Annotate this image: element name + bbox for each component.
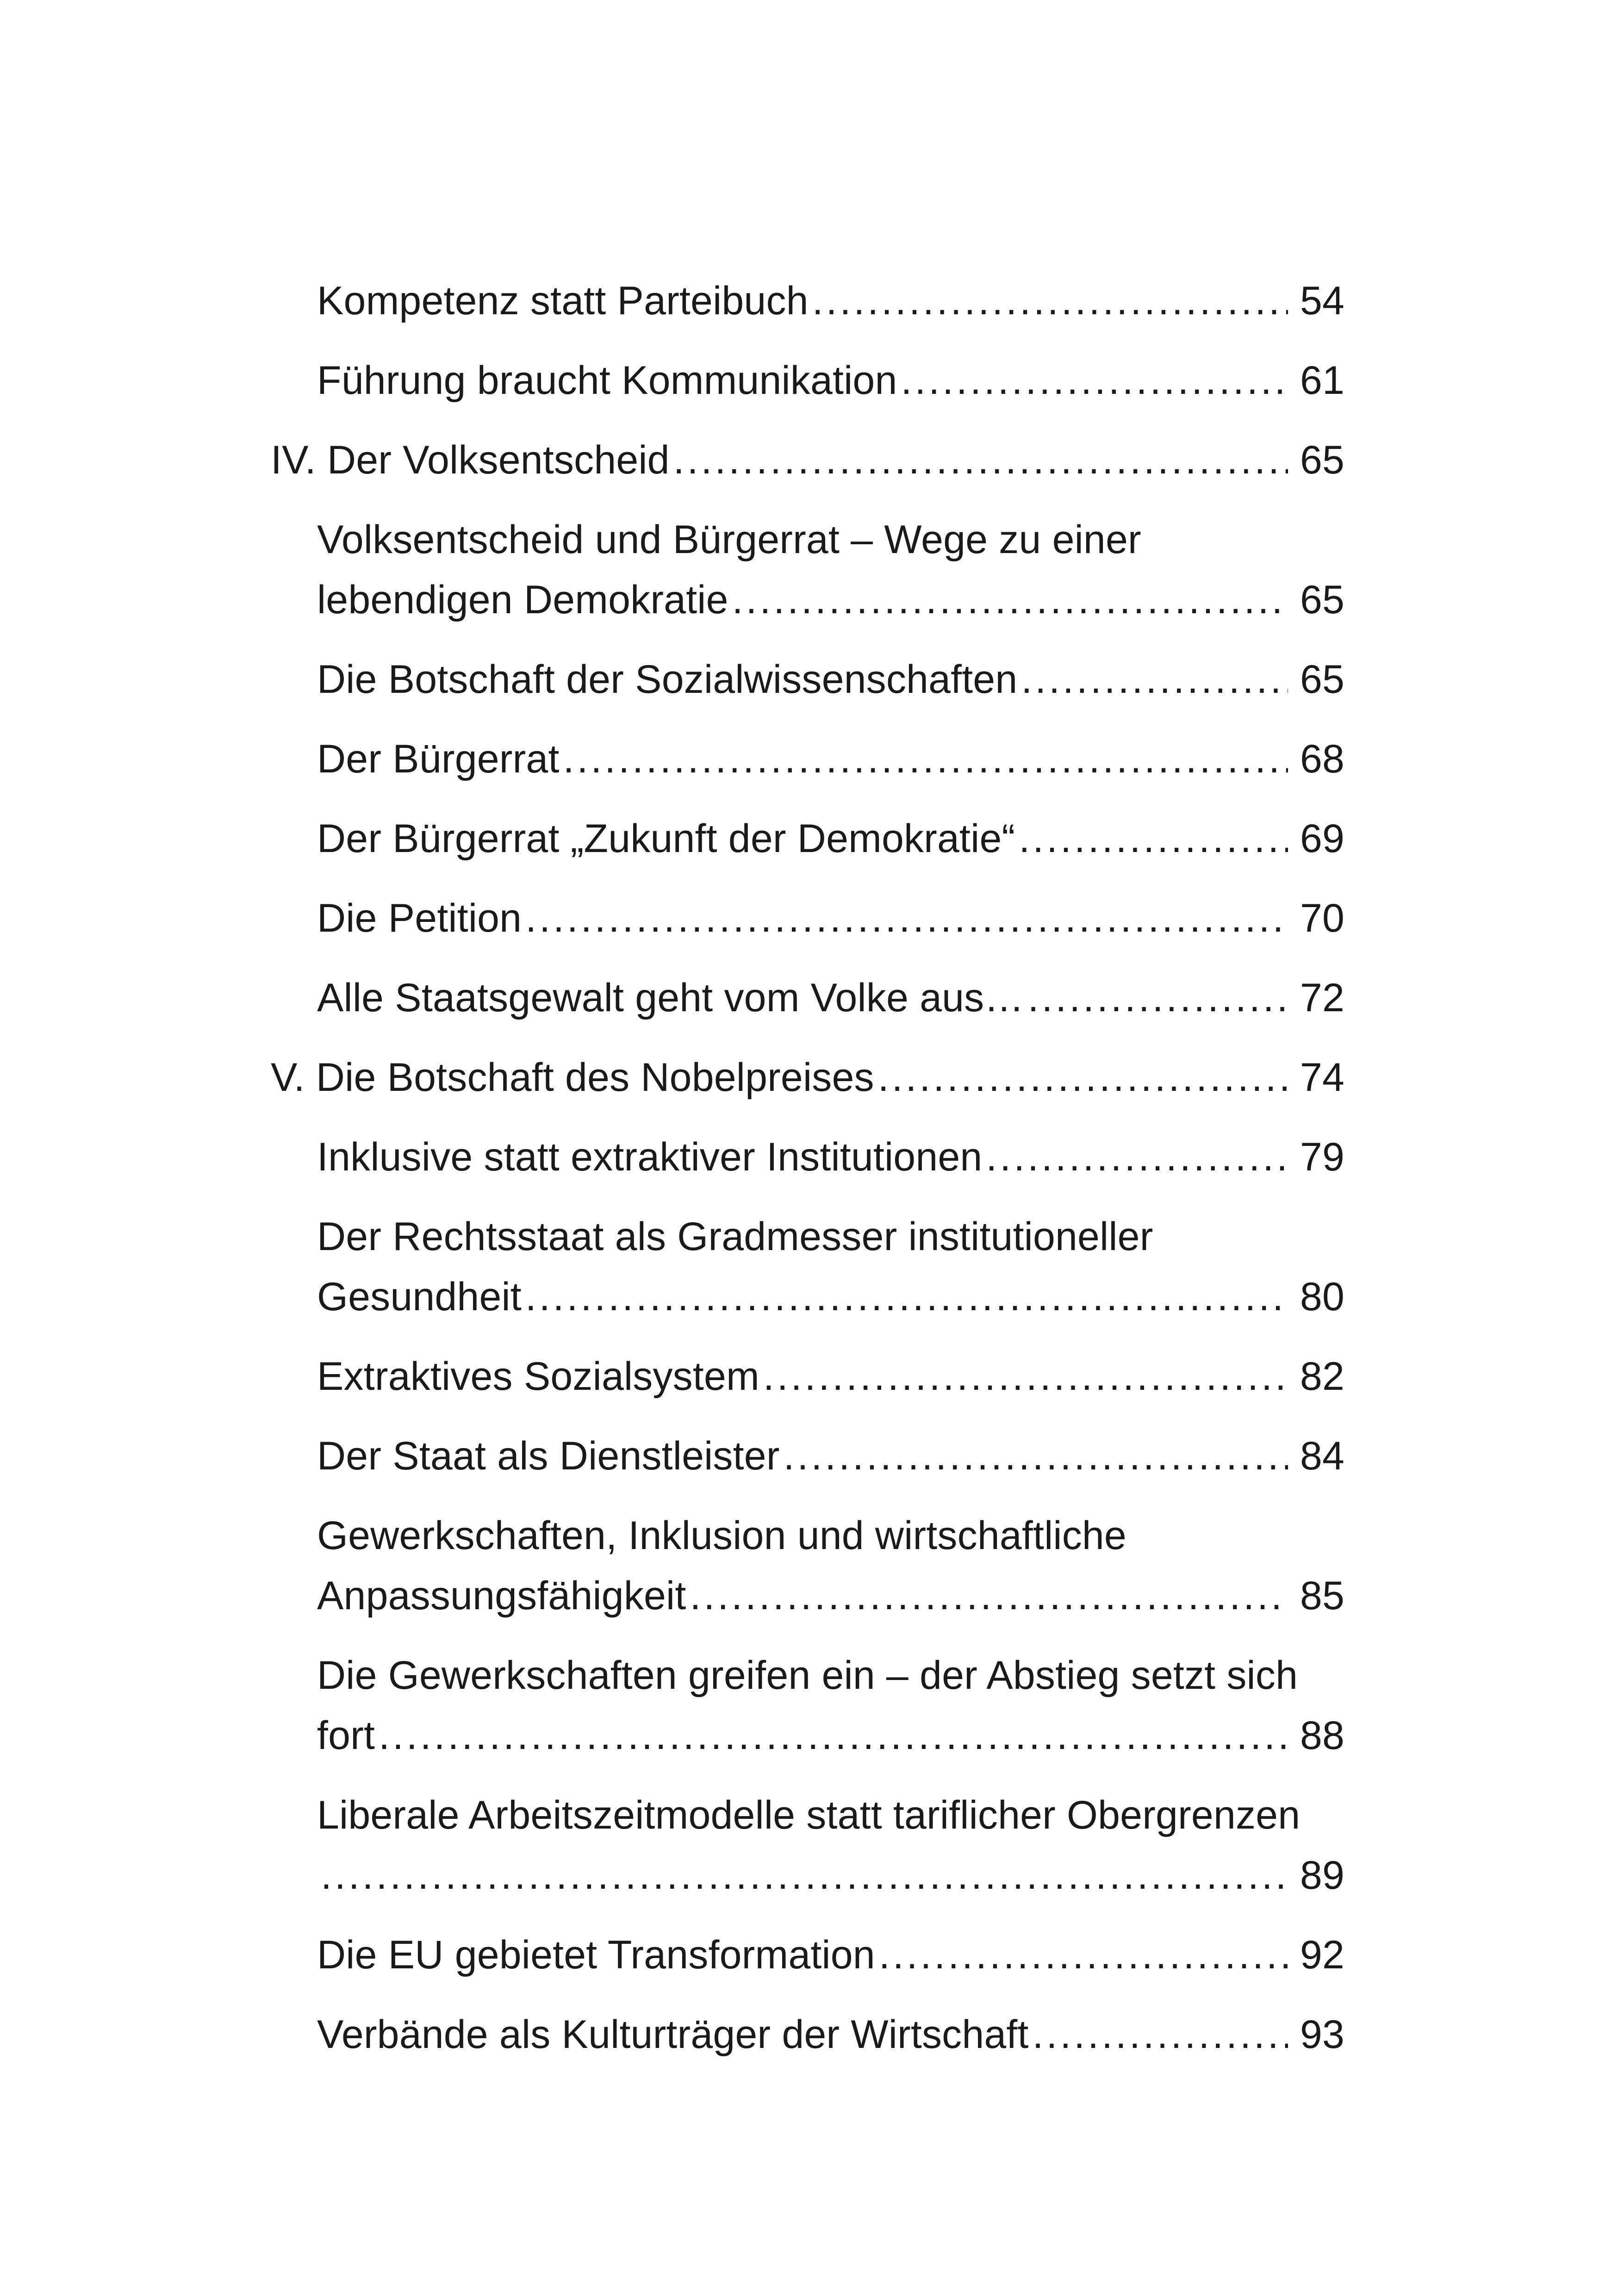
toc-section-entry: [271, 2004, 1344, 2065]
toc-section-entry: [271, 1346, 1344, 1406]
toc-section-entry: [271, 350, 1344, 411]
dot-leader: [1028, 968, 1288, 1028]
toc-entry-line: [317, 729, 1344, 789]
toc-section-entry: [271, 271, 1344, 331]
toc-section-entry: [271, 809, 1344, 869]
toc-entry-line: [271, 430, 1344, 490]
toc-entry-title-line: Die Gewerkschaften greifen ein – der Abstieg setzt sich: [317, 1653, 1298, 1698]
toc-entry-line: [317, 350, 1344, 411]
toc-entry-line: [317, 809, 1344, 869]
toc-page-number: 80: [1300, 1275, 1344, 1319]
toc-entry-line: [317, 1705, 1344, 1766]
toc-section-entry: [271, 968, 1344, 1028]
toc-entry-title-line: Liberale Arbeitszeitmodelle statt tariflicher Obergrenzen: [317, 1793, 1301, 1837]
dot-leader: [321, 1845, 1288, 1905]
dot-leader: [379, 1705, 1288, 1766]
toc-entry-title: Anpassungsfähigkeit: [317, 1574, 686, 1618]
toc-page-number: 84: [1300, 1434, 1344, 1478]
toc-page-number: 79: [1300, 1135, 1344, 1179]
toc-entry-title: Verbände als Kulturträger der Wirtschaft: [317, 2012, 1029, 2057]
toc-entry-line: [317, 2004, 1344, 2065]
toc-page-number: 82: [1300, 1354, 1344, 1399]
toc-page-number: 65: [1300, 578, 1344, 622]
toc-entry-title: Extraktives Sozialsystem: [317, 1354, 759, 1399]
toc-entry-title: Die EU gebietet Transformation: [317, 1933, 875, 1977]
toc-section-entry: [271, 510, 1344, 630]
dot-leader: [784, 1426, 1288, 1486]
toc-entry-line: [317, 1267, 1344, 1327]
dot-leader: [1021, 649, 1288, 709]
toc-section-entry: [271, 1506, 1344, 1626]
dot-leader: [879, 1925, 1288, 1985]
dot-leader: [878, 1047, 1288, 1108]
toc-entry-line: [317, 1127, 1344, 1187]
toc-section-entry: [271, 1645, 1344, 1766]
toc-page-number: 68: [1300, 737, 1344, 781]
toc-page-number: 65: [1300, 438, 1344, 482]
toc-entry-title: Inklusive statt extraktiver Institutionen: [317, 1135, 983, 1179]
toc-section-entry: [271, 729, 1344, 789]
toc-entry-title: IV. Der Volksentscheid: [271, 438, 670, 482]
dot-leader: [563, 729, 1288, 789]
toc-section-entry: [271, 1426, 1344, 1486]
toc-page-number: 85: [1300, 1574, 1344, 1618]
toc-entry-line: [317, 888, 1344, 948]
toc-page-number: 88: [1300, 1713, 1344, 1758]
dot-leader: [986, 1127, 1288, 1187]
toc-page-number: 89: [1300, 1853, 1344, 1898]
toc-page-number: 61: [1300, 358, 1344, 403]
toc-section-entry: [271, 1127, 1344, 1187]
toc-entry-line: [271, 1047, 1344, 1108]
dot-leader: [763, 1346, 1288, 1406]
dot-leader: [1019, 809, 1288, 869]
toc-entry-title: lebendigen Demokratie: [317, 578, 728, 622]
toc-entry-title-line: Der Rechtsstaat als Gradmesser institutioneller: [317, 1214, 1153, 1259]
toc-section-entry: [271, 1925, 1344, 1985]
toc-entry-line: [317, 1566, 1344, 1626]
toc-entry-line: [317, 1925, 1344, 1985]
toc-chapter-entry: [271, 1047, 1344, 1108]
toc-page-number: 69: [1300, 816, 1344, 861]
toc-page-number: 74: [1300, 1055, 1344, 1100]
toc-entry-title: Führung braucht Kommunikation: [317, 358, 897, 403]
toc-entry-title: Der Bürgerrat: [317, 737, 560, 781]
toc-page-number: 54: [1300, 279, 1344, 323]
toc-entry-title: Die Petition: [317, 896, 522, 940]
toc-entry-line: [317, 570, 1344, 630]
dot-leader: [1033, 2004, 1288, 2065]
dot-leader: [690, 1566, 1288, 1626]
toc-entry-title: Die Botschaft der Sozialwissenschaften: [317, 657, 1018, 702]
toc-entry-line: [317, 1426, 1344, 1486]
toc-section-entry: [271, 1207, 1344, 1327]
toc-entry-title: Gesundheit: [317, 1275, 522, 1319]
table-of-contents: [271, 271, 1344, 2065]
toc-entry-line: [317, 649, 1344, 709]
toc-chapter-entry: [271, 430, 1344, 490]
dot-leader: [732, 570, 1288, 630]
dot-leader: [901, 350, 1288, 411]
dot-leader: [673, 430, 1288, 490]
toc-page-number: 92: [1300, 1933, 1344, 1977]
toc-entry-line: [317, 1346, 1344, 1406]
dot-leader: [525, 1267, 1288, 1327]
toc-page-number: 70: [1300, 896, 1344, 940]
toc-entry-line: [317, 1845, 1344, 1905]
toc-entry-line: [317, 271, 1344, 331]
toc-page-number: 72: [1300, 976, 1344, 1020]
dot-leader: [525, 888, 1288, 948]
toc-section-entry: [271, 649, 1344, 709]
toc-entry-title: fort: [317, 1713, 375, 1758]
toc-entry-title: Der Bürgerrat „Zukunft der Demokratie“: [317, 816, 1015, 861]
toc-entry-title: Alle Staatsgewalt geht vom Volke aus…: [317, 976, 1024, 1020]
toc-page-number: 93: [1300, 2012, 1344, 2057]
toc-entry-title: Der Staat als Dienstleister: [317, 1434, 780, 1478]
toc-section-entry: [271, 1785, 1344, 1905]
toc-entry-line: [317, 968, 1344, 1028]
toc-section-entry: [271, 888, 1344, 948]
toc-entry-title-line: Gewerkschaften, Inklusion und wirtschaftliche: [317, 1513, 1126, 1558]
toc-entry-title-line: Volksentscheid und Bürgerrat – Wege zu einer: [317, 517, 1141, 562]
dot-leader: [812, 271, 1288, 331]
toc-page-number: 65: [1300, 657, 1344, 702]
toc-entry-title: Kompetenz statt Parteibuch: [317, 279, 809, 323]
toc-entry-title: V. Die Botschaft des Nobelpreises: [271, 1055, 874, 1100]
